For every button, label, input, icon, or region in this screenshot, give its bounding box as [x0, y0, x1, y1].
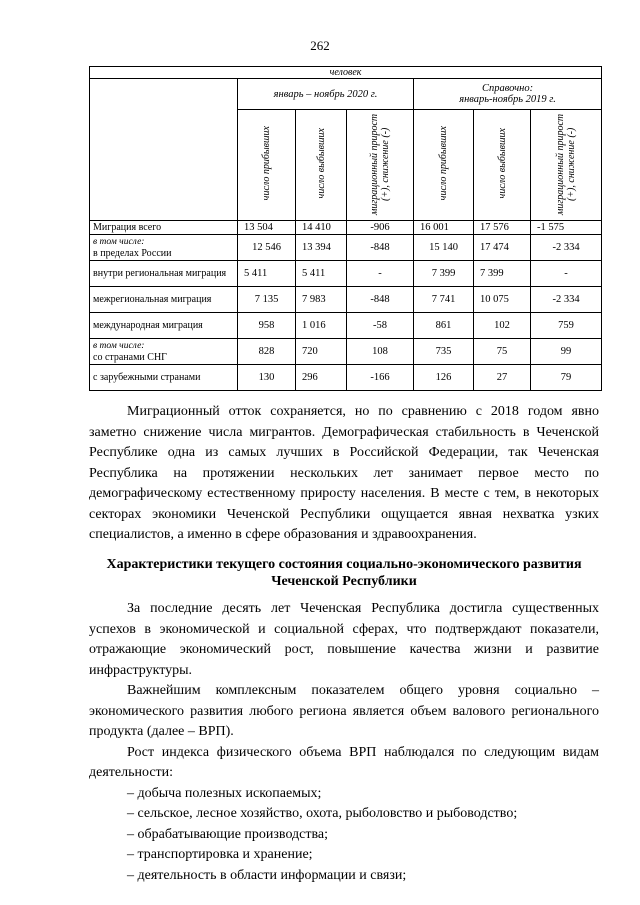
table-row	[90, 287, 602, 313]
section-heading: Характеристики текущего состояния социально-экономического развития Чеченской Республики	[106, 557, 582, 589]
cell: 828	[238, 339, 296, 365]
col-header-2019-arrived	[414, 110, 474, 221]
row-label: межрегиональная миграция	[90, 287, 238, 313]
table-row	[90, 313, 602, 339]
paragraph-grp: Важнейшим комплексным показателем общего уровня социально – экономического развития любого региона является объем валового регионального продукта (далее – ВРП).	[89, 683, 599, 739]
row-prefix: в том числе:	[93, 236, 145, 247]
row-label-cell	[90, 339, 238, 365]
migration-table	[89, 66, 602, 391]
cell: 7 741	[414, 287, 474, 313]
unit-row	[90, 67, 602, 79]
cell: -166	[347, 365, 414, 391]
table-row	[90, 339, 602, 365]
row-label: внутри региональная миграция	[90, 261, 238, 287]
col-header-text: миграционный прирост (+), снижение (-)	[555, 112, 578, 215]
body-text-top	[89, 402, 599, 546]
cell: 958	[238, 313, 296, 339]
cell: -848	[347, 235, 414, 261]
cell: 5 411	[238, 261, 296, 287]
cell: 720	[296, 339, 347, 365]
table-row	[90, 261, 602, 287]
row-label: в пределах России	[93, 247, 172, 259]
cell: 17 474	[474, 235, 531, 261]
row-label: с зарубежными странами	[90, 365, 238, 391]
cell: 102	[474, 313, 531, 339]
cell: -	[531, 261, 602, 287]
cell: -1 575	[531, 221, 602, 235]
paragraph-migration-outflow: Миграционный отток сохраняется, но по сравнению с 2018 годом явно заметно снижение числа мигрантов. Демографическая стабильность в Чеченской Республике одна из самых лучших в Российской Федерации, так Чеченская Республика на протяжении нескольких лет занимает первое место по демографическому естественному приросту населения. В месте с тем, в некоторых секторах экономики Чеченской Республики ощущается явная нехватка узких специалистов, а именно в сфере образования и здравоохранения.	[89, 404, 599, 542]
row-label: со странами СНГ	[93, 351, 167, 363]
cell: 27	[474, 365, 531, 391]
unit-label: человек	[90, 67, 602, 79]
cell: 17 576	[474, 221, 531, 235]
paragraph-grp-growth: Рост индекса физического объема ВРП наблюдался по следующим видам деятельности:	[89, 744, 599, 780]
col-header-text: число выбывших	[496, 128, 508, 199]
col-header-text: число прибывших	[438, 126, 449, 201]
cell: -58	[347, 313, 414, 339]
cell: 5 411	[296, 261, 347, 287]
cell: 16 001	[414, 221, 474, 235]
cell: 130	[238, 365, 296, 391]
cell: -848	[347, 287, 414, 313]
list-item: – деятельность в области информации и связи;	[127, 867, 407, 883]
list-item: – транспортировка и хранение;	[127, 847, 313, 862]
row-label: международная миграция	[90, 313, 238, 339]
col-header-text: число выбывших	[315, 128, 327, 199]
cell: -2 334	[531, 287, 602, 313]
col-header-2020-arrived	[238, 110, 296, 221]
cell: -906	[347, 221, 414, 235]
cell: 735	[414, 339, 474, 365]
period-row	[90, 79, 602, 110]
cell: 99	[531, 339, 602, 365]
cell: 12 546	[238, 235, 296, 261]
paragraph-achievements: За последние десять лет Чеченская Республика достигла существенных успехов в экономической и социальной сферах, что подтверждают показатели, отражающие экономический рост, повышение качества жизни и развитие инфраструктуры.	[89, 601, 599, 678]
table-row	[90, 365, 602, 391]
cell: 79	[531, 365, 602, 391]
page-number: 262	[310, 38, 330, 53]
period-2019-line2: январь-ноябрь 2019 г.	[459, 94, 556, 105]
cell: -2 334	[531, 235, 602, 261]
cell: -	[347, 261, 414, 287]
cell: 7 399	[414, 261, 474, 287]
list-item: – обрабатывающие производства;	[127, 826, 329, 842]
cell: 759	[531, 313, 602, 339]
cell: 126	[414, 365, 474, 391]
cell: 296	[296, 365, 347, 391]
cell: 861	[414, 313, 474, 339]
col-header-text: миграционный прирост (+), снижение (-)	[369, 112, 391, 215]
cell: 108	[347, 339, 414, 365]
activity-list	[89, 784, 599, 887]
col-header-2019-growth	[531, 110, 602, 221]
col-header-2020-departed	[296, 110, 347, 221]
period-2019-line1: Справочно:	[481, 83, 534, 94]
cell: 13 504	[238, 221, 296, 235]
table-row	[90, 221, 602, 235]
row-prefix: в том числе:	[93, 340, 145, 351]
cell: 7 399	[474, 261, 531, 287]
table-row	[90, 235, 602, 261]
cell: 15 140	[414, 235, 474, 261]
period-2019-header	[414, 79, 602, 110]
body-text-bottom	[89, 599, 599, 886]
cell: 14 410	[296, 221, 347, 235]
list-item: – добыча полезных ископаемых;	[127, 785, 322, 801]
cell: 1 016	[296, 313, 347, 339]
period-2020-header: январь – ноябрь 2020 г.	[238, 79, 414, 110]
row-label-cell	[90, 235, 238, 261]
col-header-2019-departed	[474, 110, 531, 221]
cell: 75	[474, 339, 531, 365]
cell: 7 983	[296, 287, 347, 313]
cell: 10 075	[474, 287, 531, 313]
list-item: – сельское, лесное хозяйство, охота, рыболовство и рыбоводство;	[127, 806, 518, 821]
corner-cell	[90, 79, 238, 221]
col-header-text: число прибывших	[261, 126, 272, 201]
row-label: Миграция всего	[90, 221, 238, 235]
cell: 7 135	[238, 287, 296, 313]
col-header-2020-growth	[347, 110, 414, 221]
cell: 13 394	[296, 235, 347, 261]
